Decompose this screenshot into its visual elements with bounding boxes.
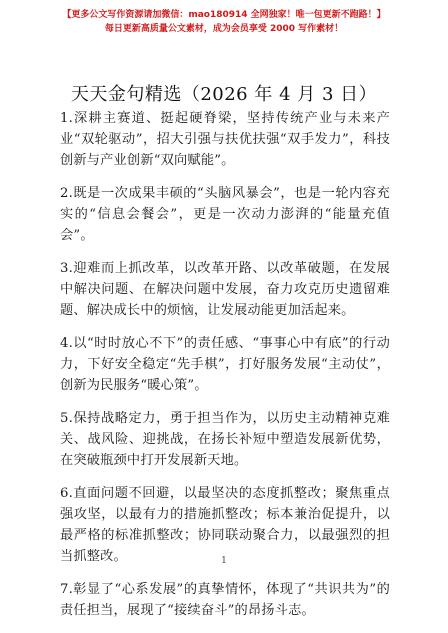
paragraph-5: 5.保持战略定力，勇于担当作为，以历史主动精神克难关、战风险、迎挑战，在扬长补短中塑造发展新优势，在突破瓶颈中打开发展新天地。 [60, 411, 390, 468]
paragraph-3: 3.迎难而上抓改革，以改革开路、以改革破题，在发展中解决问题、在解决问题中发展，奋力攻克历史遗留难题、解决成长中的烦恼，让发展动能更加活起来。 [60, 261, 390, 318]
paragraph-1: 1.深耕主赛道、挺起硬脊梁，坚持传统产业与未来产业“双轮驱动”，招大引强与扶优扶强“双手发力”，科技创新与产业创新“双向赋能”。 [60, 111, 390, 168]
banner-line-promo: 【更多公文写作资源请加微信：mao180914 全网独家！唯一包更新不跑路！】 [62, 10, 386, 20]
header-banner [0, 8, 448, 36]
page-number: 1 [221, 556, 227, 566]
paragraph-6: 6.直面问题不回避，以最坚决的态度抓整改；聚焦重点强攻坚，以最有力的措施抓整改；标本兼治促提升，以最严格的标准抓整改；协同联动聚合力，以最强烈的担当抓整改。 [60, 486, 390, 564]
paragraph-4: 4.以“时时放心不下”的责任感、“事事心中有底”的行动力，下好安全稳定“先手棋”，打好服务发展“主动仗”，创新为民服务“暖心策”。 [60, 336, 390, 393]
page-title: 天天金句精选（2026 年 4 月 3 日） [70, 84, 378, 105]
paragraph-7: 7.彰显了“心系发展”的真挚情怀，体现了“共识共为”的责任担当，展现了“接续奋斗”的昂扬斗志。 [60, 582, 390, 618]
banner-line-update: 每日更新高质量公文素材，成为会员享受 2000 写作素材！ [104, 24, 344, 34]
document-body [60, 108, 390, 633]
paragraph-2: 2.既是一次成果丰硕的“头脑风暴会”，也是一轮内容充实的“信息会餐会”，更是一次动力澎湃的“能量充值会”。 [60, 186, 390, 243]
